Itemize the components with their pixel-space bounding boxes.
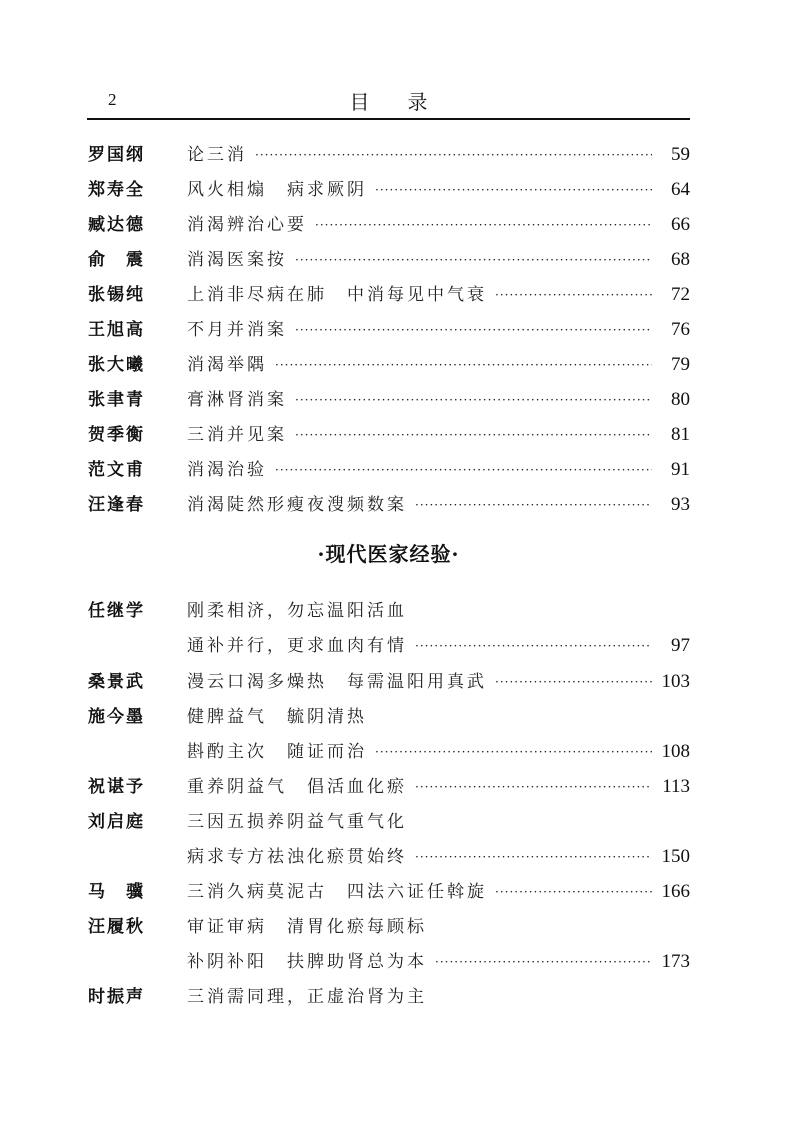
entry-page: 59 xyxy=(671,144,690,165)
toc-entry[interactable] xyxy=(88,912,690,942)
dot-leader xyxy=(275,350,652,380)
dot-leader xyxy=(375,737,652,767)
entry-author: 张聿青 xyxy=(88,390,145,410)
entry-page: 166 xyxy=(661,881,690,902)
entry-title-line2: 通补并行，更求血肉有情 xyxy=(187,636,407,656)
header-rule xyxy=(87,118,690,120)
toc-entry[interactable] xyxy=(88,490,690,520)
dot-leader xyxy=(295,420,652,450)
toc-entry[interactable] xyxy=(88,596,690,626)
entry-author: 臧达德 xyxy=(88,215,145,235)
dot-leader xyxy=(275,455,652,485)
entry-page: 150 xyxy=(661,846,690,867)
entry-author: 王旭高 xyxy=(88,320,145,340)
dot-leader xyxy=(415,842,652,872)
entry-page: 76 xyxy=(671,319,690,340)
toc-entry[interactable] xyxy=(88,315,690,345)
entry-title-line1: 健脾益气 毓阴清热 xyxy=(187,707,367,727)
toc-entry-continuation[interactable] xyxy=(88,947,690,977)
entry-author: 俞 震 xyxy=(88,250,145,270)
entry-title-line1: 重养阴益气 倡活血化瘀 xyxy=(187,777,407,797)
dot-leader xyxy=(435,947,652,977)
dot-leader xyxy=(295,315,652,345)
dot-leader xyxy=(255,140,652,170)
dot-leader xyxy=(495,667,652,697)
entry-page: 72 xyxy=(671,284,690,305)
dot-leader xyxy=(375,175,652,205)
entry-title: 风火相煽 病求厥阴 xyxy=(187,180,367,200)
entry-author: 时振声 xyxy=(88,987,145,1007)
entry-page: 108 xyxy=(661,741,690,762)
entry-page: 64 xyxy=(671,179,690,200)
dot-leader xyxy=(295,245,652,275)
toc-entry[interactable] xyxy=(88,350,690,380)
entry-title: 消渴举隅 xyxy=(187,355,267,375)
entry-page: 97 xyxy=(671,635,690,656)
entry-author: 任继学 xyxy=(88,601,145,621)
toc-entry[interactable] xyxy=(88,455,690,485)
dot-leader xyxy=(415,772,652,802)
entry-author: 刘启庭 xyxy=(88,812,145,832)
entry-title: 消渴辨治心要 xyxy=(187,215,307,235)
toc-entry[interactable] xyxy=(88,877,690,907)
dot-leader xyxy=(415,631,652,661)
entry-title-line1: 审证审病 清胃化瘀每顾标 xyxy=(187,917,427,937)
entry-title: 消渴陡然形瘦夜溲频数案 xyxy=(187,495,407,515)
dot-leader xyxy=(295,385,652,415)
dot-leader xyxy=(415,490,652,520)
dot-leader xyxy=(315,210,652,240)
entry-author: 范文甫 xyxy=(88,460,145,480)
toc-entry[interactable] xyxy=(88,702,690,732)
toc-entry[interactable] xyxy=(88,385,690,415)
entry-page: 79 xyxy=(671,354,690,375)
toc-entry[interactable] xyxy=(88,280,690,310)
entry-title-line2: 病求专方祛浊化瘀贯始终 xyxy=(187,847,407,867)
entry-page: 66 xyxy=(671,214,690,235)
toc-entry[interactable] xyxy=(88,667,690,697)
entry-title: 不月并消案 xyxy=(187,320,287,340)
entry-page: 173 xyxy=(661,951,690,972)
entry-author: 郑寿全 xyxy=(88,180,145,200)
entry-page: 80 xyxy=(671,389,690,410)
entry-page: 81 xyxy=(671,424,690,445)
toc-entry[interactable] xyxy=(88,807,690,837)
entry-author: 张大曦 xyxy=(88,355,145,375)
page-number: 2 xyxy=(108,90,117,109)
entry-page: 93 xyxy=(671,494,690,515)
entry-title-line1: 漫云口渴多燥热 每需温阳用真武 xyxy=(187,672,487,692)
toc-entry[interactable] xyxy=(88,982,690,1012)
page-title: 目录 xyxy=(349,90,466,114)
page-header xyxy=(87,82,690,118)
entry-author: 贺季衡 xyxy=(88,425,145,445)
entry-title-line2: 补阴补阳 扶脾助肾总为本 xyxy=(187,952,427,972)
entry-author: 汪逢春 xyxy=(88,495,145,515)
entry-title-line1: 三消需同理，正虚治肾为主 xyxy=(187,987,427,1007)
entry-title-line1: 三因五损养阴益气重气化 xyxy=(187,812,407,832)
toc-entry[interactable] xyxy=(88,420,690,450)
toc-entry[interactable] xyxy=(88,772,690,802)
entry-title-line2: 斟酌主次 随证而治 xyxy=(187,742,367,762)
entry-author: 祝谌予 xyxy=(88,777,145,797)
toc-entry[interactable] xyxy=(88,210,690,240)
entry-author: 施今墨 xyxy=(88,707,145,727)
entry-page: 91 xyxy=(671,459,690,480)
entry-title: 消渴医案按 xyxy=(187,250,287,270)
entry-author: 汪履秋 xyxy=(88,917,145,937)
entry-author: 马 骥 xyxy=(88,882,145,902)
entry-title: 膏淋肾消案 xyxy=(187,390,287,410)
toc-entry-continuation[interactable] xyxy=(88,737,690,767)
entry-title-line1: 三消久病莫泥古 四法六证任斡旋 xyxy=(187,882,487,902)
toc-entry-continuation[interactable] xyxy=(88,842,690,872)
entry-title: 上消非尽病在肺 中消每见中气衰 xyxy=(187,285,487,305)
entry-page: 68 xyxy=(671,249,690,270)
toc-entry[interactable] xyxy=(88,175,690,205)
entry-author: 桑景武 xyxy=(88,672,145,692)
dot-leader xyxy=(495,280,652,310)
toc-entry[interactable] xyxy=(88,245,690,275)
entry-author: 张锡纯 xyxy=(88,285,145,305)
dot-leader xyxy=(495,877,652,907)
entry-title: 消渴治验 xyxy=(187,460,267,480)
entry-title: 论三消 xyxy=(187,145,247,165)
toc-entry[interactable] xyxy=(88,140,690,170)
toc-entry-continuation[interactable] xyxy=(88,631,690,661)
entry-author: 罗国纲 xyxy=(88,145,145,165)
entry-page: 113 xyxy=(662,776,690,797)
entry-title-line1: 刚柔相济，勿忘温阳活血 xyxy=(187,601,407,621)
entry-page: 103 xyxy=(661,671,690,692)
section-heading: ·现代医家经验· xyxy=(317,542,460,566)
entry-title: 三消并见案 xyxy=(187,425,287,445)
